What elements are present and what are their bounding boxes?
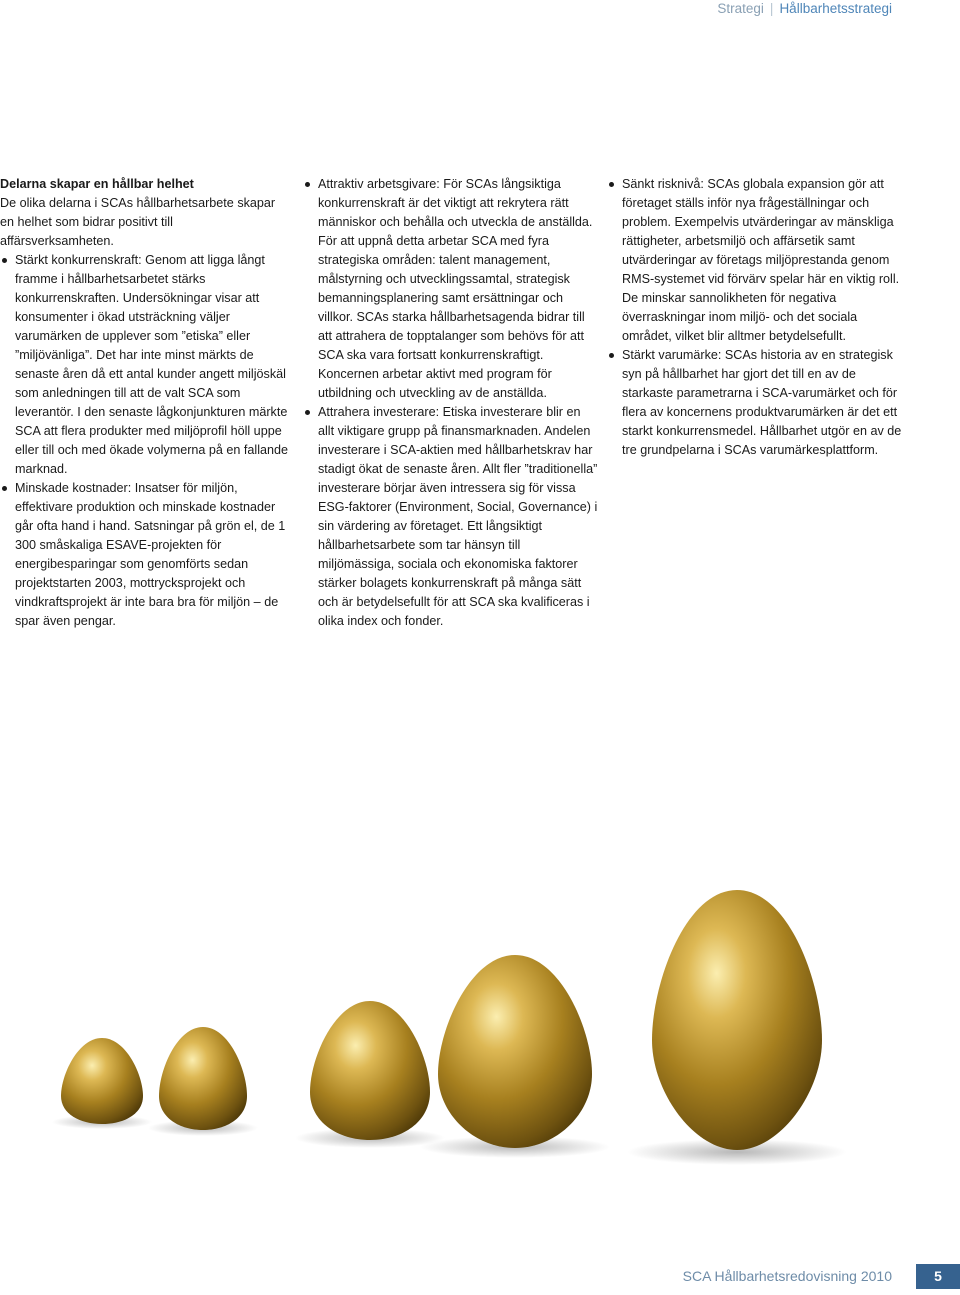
breadcrumb-current: Hållbarhetsstrategi (779, 1, 892, 16)
text-column-3 (607, 175, 903, 460)
section-heading: Delarna skapar en hållbar helhet (0, 177, 194, 191)
bullet-item: Attrahera investerare: Etiska investerare blir en allt viktigare grupp på finansmarknaden. Andelen investerare i SCA-aktien med hållbarhetskrav har stadigt ökat de senaste åren. Allt fler ”traditionella” investerare börjar även intressera sig för vissa ESG-faktorer (Environment, Social, Governance) i sin värdering av företaget. Ett långsiktigt hållbarhetsarbete som tar hänsyn till miljömässiga, sociala och ekonomiska faktorer stärker bolagets konkurrenskraft på många sätt och är betydelsefullt för att SCA ska kvalificeras i olika index och fonder. (303, 403, 599, 631)
bullet-item: Attraktiv arbetsgivare: För SCAs långsiktiga konkurrenskraft är det viktigt att rekrytera rätt människor och behålla och utveckla de anställda. För att uppnå detta arbetar SCA med fyra strategiska områden: talent management, målstyrning och utvecklingssamtal, strategisk bemanningsplanering samt ersättningar och villkor. SCAs starka hållbarhetsagenda bidrar till att attrahera de topptalanger som behövs för att SCA ska vara fortsatt konkurrenskraftigt. Koncernen arbetar aktivt med program för utbildning och utveckling av de anställda. (303, 175, 599, 403)
bullet-item: Sänkt risknivå: SCAs globala expansion gör att företaget ställs inför nya frågeställningar och problem. Exempelvis utvärderingar av mänskliga rättigheter, arbetsmiljö och affärsetik samt utvärderingar av företags miljöprestanda genom RMS-systemet vid förvärv spelar här en viktig roll. De minskar sannolikheten för negativa överraskningar inom miljö- och det sociala området, vilket blir alltmer betydelsefullt. (607, 175, 903, 346)
egg-3 (295, 1001, 445, 1148)
bullet-item: Minskade kostnader: Insatser för miljön, effektivare produktion och minskade kostnader går ofta hand i hand. Satsningar på grön el, de 1 300 småskaliga ESAVE-projekten för energibesparingar som genomförts sedan projektstarten 2003, mottrycksprojekt och vindkraftsprojekt är inte bara bra för miljön – de spar även pengar. (0, 479, 290, 631)
breadcrumb-separator: | (769, 1, 774, 16)
text-column-2 (303, 175, 599, 631)
egg-1 (52, 1038, 152, 1129)
bullet-list (303, 175, 599, 631)
bullet-list (607, 175, 903, 460)
bullet-item: Stärkt konkurrenskraft: Genom att ligga långt framme i hållbarhetsarbetet stärks konkurrenskraften. Undersökningar visar att konsumenter i ökad utsträckning väljer varumärken de upplever som ”etiska” eller ”miljövänliga”. Det har inte minst märkts de senaste åren då ett antal kunder angett miljöskäl som anledningen till att de valt SCA som leverantör. I den senaste lågkonjunkturen märkte SCA att flera produkter med miljöprofil höll uppe eller till och med ökade volymerna på en fallande marknad. (0, 251, 290, 479)
bullet-list (0, 251, 290, 631)
egg-5 (627, 890, 847, 1165)
intro-paragraph: De olika delarna i SCAs hållbarhetsarbete skapar en helhet som bidrar positivt till affärsverksamheten. (0, 196, 276, 248)
text-column-1 (0, 175, 290, 631)
golden-eggs-image (0, 860, 960, 1200)
breadcrumb-section[interactable]: Strategi (717, 1, 764, 16)
breadcrumb (717, 1, 892, 17)
egg-4 (420, 955, 610, 1158)
bullet-item: Stärkt varumärke: SCAs historia av en strategisk syn på hållbarhet har gjort det till en av de starkaste parametrarna i SCA-varumärket och för flera av koncernens produktvarumärken är det ett starkt konkurrensmedel. Hållbarhet utgör en av de tre grundpelarna i SCAs varumärkesplattform. (607, 346, 903, 460)
egg-2 (148, 1027, 258, 1136)
report-title: SCA Hållbarhetsredovisning 2010 (682, 1268, 892, 1284)
page-number: 5 (916, 1264, 960, 1289)
